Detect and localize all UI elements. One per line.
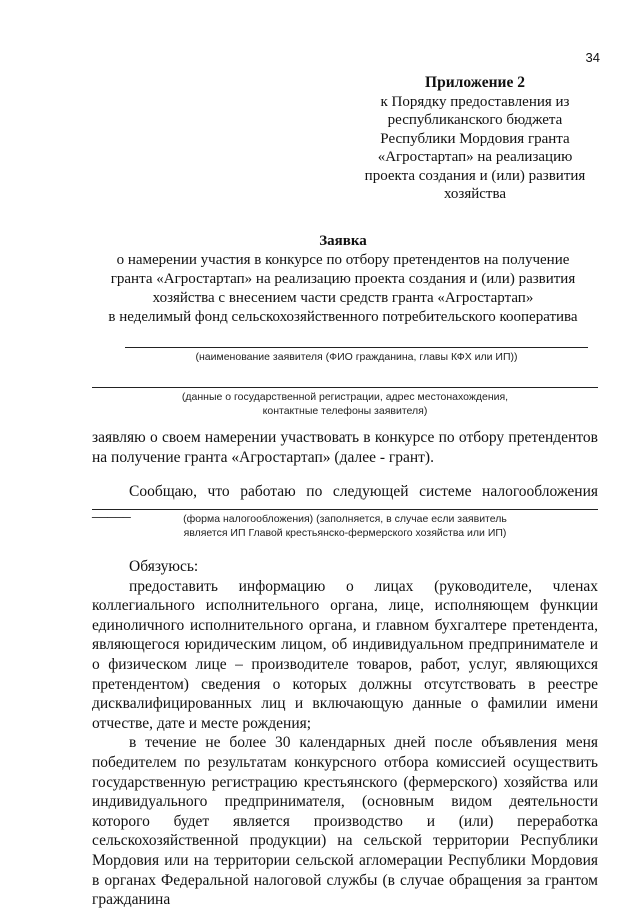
- tax-text: Сообщаю, что работаю по следующей системе налогообложения _____: [92, 483, 598, 520]
- applicant-caption: (наименование заявителя (ФИО гражданина, главы КФХ или ИП)): [195, 351, 518, 363]
- caption-line: контактные телефоны заявителя): [262, 405, 428, 417]
- page-number: 34: [585, 50, 600, 65]
- claim-line: в неделимый фонд сельскохозяйственного потребительского кооператива: [108, 309, 578, 325]
- caption-line: (данные о государственной регистрации, адрес местонахождения,: [181, 391, 509, 403]
- registration-caption: [92, 390, 598, 418]
- appendix-line: проекта создания и (или) развития: [364, 167, 586, 184]
- claim-line: о намерении участия в конкурсе по отбору претендентов на получение: [116, 252, 570, 268]
- appendix-line: республиканского бюджета: [387, 112, 563, 128]
- appendix-line: «Агростартап» на реализацию: [377, 149, 573, 165]
- claim-line: гранта «Агростартап» на реализацию проекта создания и (или) развития: [110, 271, 576, 287]
- appendix-header: [330, 74, 620, 204]
- appendix-line: Республики Мордовия гранта: [380, 130, 570, 147]
- applicant-name-line[interactable]: [125, 347, 588, 348]
- claim-line: хозяйства с внесением части средств гранта «Агростартап»: [152, 290, 534, 306]
- obligations-section: [92, 557, 598, 910]
- declaration-text: заявляю о своем намерении участвовать в конкурсе по отбору претендентов на получение гранта «Агростартап» (далее - грант).: [92, 429, 598, 466]
- appendix-title: Приложение 2: [425, 74, 525, 91]
- tax-form-line[interactable]: [92, 509, 598, 510]
- tax-caption: [92, 512, 598, 540]
- claim-title: Заявка: [319, 233, 367, 249]
- appendix-line: к Порядку предоставления из: [380, 93, 570, 110]
- registration-data-line[interactable]: [92, 387, 598, 388]
- declaration-paragraph: [92, 428, 598, 467]
- claim-heading: [88, 232, 598, 327]
- obligations-heading: Обязуюсь:: [129, 558, 199, 575]
- obligation-item: предоставить информацию о лицах (руководителе, членах коллегиального исполнительного органа, лице, исполняющем функции единоличного исполнительного органа, и главном бухгалтере претендента, являющегося юридическим лицом, об индивидуальном предпринимателе и о физическом лице – производителе товаров, работ, услуг, являющихся претендентом) сведения о которых должны отсутствовать в реестре дисквалифицированных лиц и включающую данные о фамилии имени отчестве, дате и месте рождения;: [92, 577, 598, 732]
- obligation-item: в течение не более 30 календарных дней после объявления меня победителем по результатам конкурсного отбора комиссией осуществить государственную регистрацию крестьянского (фермерского) хозяйства или индивидуального предпринимателя, (основным видом деятельности которого будет является производство и (или) переработка сельскохозяйственной продукции) на сельской территории Республики Мордовия или на территории сельской агломерации Республики Мордовия в органах Федеральной налоговой службы (в случае обращения за грантом гражданина: [92, 734, 598, 909]
- caption-line: (форма налогообложения) (заполняется, в случае если заявитель: [183, 513, 507, 525]
- appendix-line: хозяйства: [443, 186, 507, 202]
- caption-line: является ИП Главой крестьянско-фермерского хозяйства или ИП): [183, 527, 507, 539]
